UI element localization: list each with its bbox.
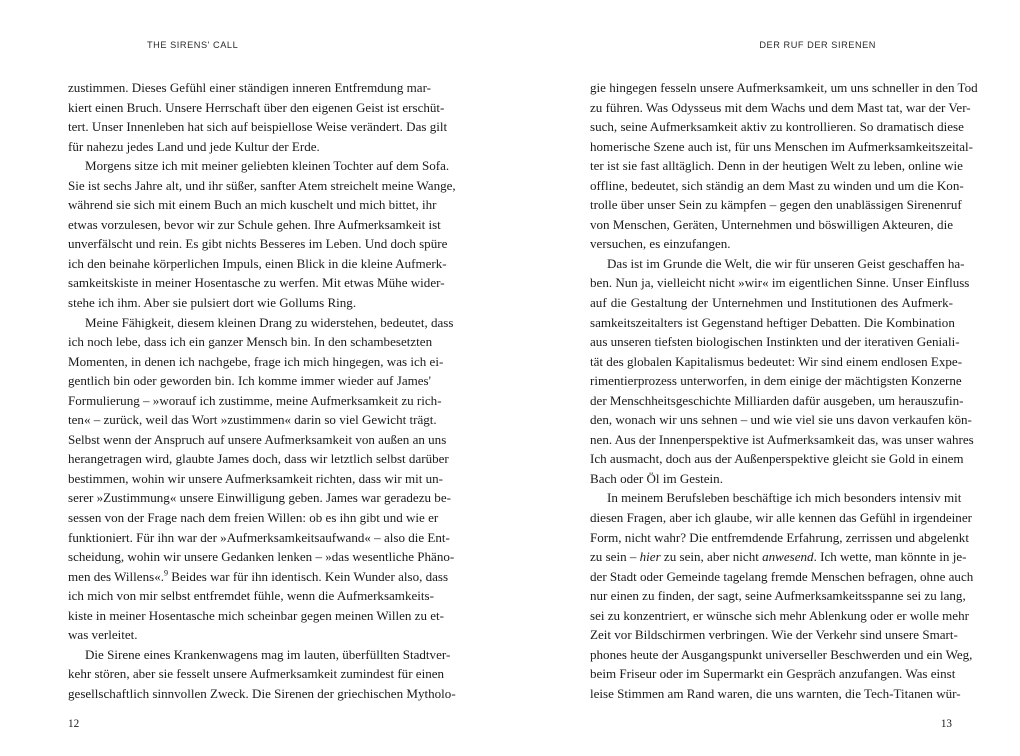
text-line: nen. Aus der Innenperspektive ist Aufmerksamkeit das, was unser wahres	[590, 431, 974, 447]
text-line: ter ist sie fast alltäglich. Denn in der heutigen Welt zu leben, online wie	[590, 158, 963, 174]
text-line: sessen von der Frage nach dem freien Willen: ob es ihn gibt und wie er	[68, 510, 439, 526]
text-line: nur einen zu finden, der sagt, seine Aufmerksamkeitsspanne sei zu lang,	[590, 588, 966, 604]
text-line: samkeitszeitalters ist Gegenstand heftiger Debatten. Die Kombination	[590, 314, 955, 330]
text-line: ich noch lebe, dass ich ein ganzer Mensch bin. In den schambesetzten	[68, 334, 433, 350]
text-line: was verleitet.	[68, 627, 138, 643]
text-line: Form, nicht wahr? Die entfremdende Erfahrung, zerrissen und abgelenkt	[590, 529, 969, 545]
text-line: während sie sich mit einem Buch an mich kuschelt und mich bittet, ihr	[68, 197, 437, 213]
text-line: phones heute der Ausgangspunkt universeller Beschwerden und ein Weg,	[590, 646, 973, 662]
text-line: trolle über unser Sein zu kämpfen – gegen den unablässigen Sirenenruf	[590, 197, 962, 213]
text-line: men des Willens«.$^9$ Beides war für ihn identisch. Kein Wunder also, dass	[68, 568, 449, 584]
running-head-right: DER RUF DER SIRENEN	[759, 40, 876, 50]
text-line: Zeit vor Bildschirmen verbringen. Wie der Verkehr sind unsere Smart-	[590, 627, 958, 643]
text-line: gentlich bin oder geworden bin. Ich komme immer wieder auf James'	[68, 373, 431, 389]
text-line: bestimmen, wohin wir unsere Aufmerksamkeit richten, dass wir mit un-	[68, 470, 444, 486]
text-line: der Menschheitsgeschichte Milliarden dafür ausgeben, um herauszufin-	[590, 392, 964, 408]
text-line: tert. Unser Innenleben hat sich auf beispiellose Weise verändert. Das gilt	[68, 119, 448, 135]
text-line: ich den beinahe körperlichen Impuls, einen Blick in die kleine Aufmerk-	[68, 255, 447, 271]
text-line: etwas vorzulesen, bevor wir zur Schule gehen. Ihre Aufmerksamkeit ist	[68, 216, 441, 232]
page-number-right: 13	[940, 718, 952, 730]
page-number-left: 12	[68, 718, 80, 730]
text-line: Sie ist sechs Jahre alt, und ihr süßer, sanfter Atem streichelt meine Wange,	[68, 177, 456, 193]
text-line: In meinem Berufsleben beschäftige ich mich besonders intensiv mit	[607, 490, 962, 506]
text-line: homerische Szene auch ist, für uns Menschen im Aufmerksamkeitszeital-	[590, 138, 973, 154]
text-line: tät des globalen Kapitalismus bedeutet: Wir sind einem endlosen Expe-	[590, 353, 963, 369]
text-line: von Menschen, Geräten, Unternehmen und böswilligen Akteuren, die	[590, 216, 953, 232]
text-line: zustimmen. Dieses Gefühl einer ständigen inneren Entfremdung mar-	[68, 80, 431, 95]
text-line: rimentierprozess unterworfen, in dem einige der mächtigsten Konzerne	[590, 373, 962, 389]
text-line: such, seine Aufmerksamkeit aktiv zu kontrollieren. So dramatisch diese	[590, 119, 964, 135]
text-line: für nahezu jedes Land und jede Kultur der Erde.	[68, 138, 320, 154]
text-line: den, wonach wir uns sehnen – und wie viel sie uns davon verkaufen kön-	[590, 412, 972, 428]
text-line: Morgens sitze ich mit meiner geliebten kleinen Tochter auf dem Sofa.	[85, 158, 450, 174]
footnote-marker: 9	[164, 568, 169, 578]
text-line: Die Sirene eines Krankenwagens mag im lauten, überfüllten Stadtver-	[85, 646, 451, 662]
text-line: Meine Fähigkeit, diesem kleinen Drang zu widerstehen, bedeutet, dass	[85, 314, 454, 330]
body-text-left	[68, 78, 456, 704]
emphasis: hier	[639, 549, 661, 565]
text-line: Bach oder Öl im Gestein.	[590, 470, 723, 486]
text-line: beim Friseur oder im Supermarkt ein Gespräch anzufangen. Was einst	[590, 666, 956, 682]
text-line: auf die Gestaltung der Unternehmen und Institutionen des Aufmerk-	[590, 295, 953, 311]
text-line: scheidung, wohin wir unsere Gedanken lenken – »das wesentliche Phäno-	[68, 549, 455, 565]
text-line: zu sein – hier zu sein, aber nicht anwesend. Ich wette, man könnte in je-	[590, 549, 967, 565]
text-line: ben. Nun ja, vielleicht nicht »wir« im eigentlichen Sinne. Unser Einfluss	[590, 275, 970, 291]
text-line: samkeitskiste in meiner Hosentasche zu werfen. Mit etwas Mühe wider-	[68, 275, 445, 291]
text-line: Selbst wenn der Anspruch auf unsere Aufmerksamkeit von außen an uns	[68, 431, 447, 447]
text-line: kiste in meiner Hosentasche mich scheinbar gegen meinen Willen zu et-	[68, 607, 445, 623]
text-line: herangetragen wird, glaubte James doch, dass wir letztlich selbst darüber	[68, 451, 449, 467]
text-line: zu führen. Was Odysseus mit dem Wachs und dem Mast tat, war der Ver-	[590, 99, 971, 115]
text-line: versuchen, es einzufangen.	[590, 236, 731, 252]
text-line: serer »Zustimmung« unsere Einwilligung geben. James war geradezu be-	[68, 490, 451, 506]
text-line: diesen Fragen, aber ich glaube, wir alle kennen das Gefühl in irgendeiner	[590, 510, 972, 526]
text-line: aus unseren tiefsten biologischen Instinkten und der iterativen Geniali-	[590, 334, 960, 350]
text-line: funktioniert. Für ihn war der »Aufmerksamkeitsaufwand« – also die Ent-	[68, 529, 450, 545]
text-line: kehr stören, aber sie fesselt unsere Aufmerksamkeit zumindest für einen	[68, 666, 445, 682]
running-head-left: THE SIRENS' CALL	[147, 40, 239, 50]
text-line: offline, bedeutet, sich ständig an dem Mast zu winden und um die Kon-	[590, 177, 964, 193]
text-line: leise Stimmen am Rand waren, die uns warnten, die Tech-Titanen wür-	[590, 685, 961, 701]
text-line: unverfälscht und rein. Es gibt nichts Besseres im Leben. Und doch spüre	[68, 236, 448, 252]
page-right	[510, 0, 1020, 756]
text-line: ten« – zurück, weil das Wort »zustimmen« darin so viel Gewicht trägt.	[68, 412, 437, 428]
text-line: stehe ich ihm. Aber sie pulsiert dort wie Gollums Ring.	[68, 295, 357, 311]
text-line: ich mich von mir selbst entfremdet fühle, wenn die Aufmerksamkeits-	[68, 588, 434, 604]
text-line: gesellschaftlich sinnvollen Zweck. Die Sirenen der griechischen Mytholo-	[68, 685, 456, 701]
text-line: Das ist im Grunde die Welt, die wir für unseren Geist geschaffen ha-	[607, 255, 965, 271]
text-line: Momenten, in denen ich nachgebe, frage ich mich hingegen, was ich ei-	[68, 353, 444, 369]
body-text-right	[590, 78, 978, 704]
text-line: Ich ausmacht, doch aus der Außenperspektive gleicht sie Gold in einem	[590, 451, 964, 467]
text-line: der Stadt oder Gemeinde tagelang fremde Menschen befragen, ohne auch	[590, 568, 974, 584]
text-line: Formulierung – »worauf ich zustimme, meine Aufmerksamkeit zu rich-	[68, 392, 442, 408]
text-line: sei zu konzentriert, er wünsche sich mehr Ablenkung oder er wolle mehr	[590, 607, 969, 623]
emphasis: anwesend	[762, 549, 814, 565]
text-line: gie hingegen fesseln unsere Aufmerksamkeit, um uns schneller in den Tod	[590, 80, 978, 95]
text-line: kiert einen Bruch. Unsere Herrschaft über den eigenen Geist ist erschüt-	[68, 99, 445, 115]
